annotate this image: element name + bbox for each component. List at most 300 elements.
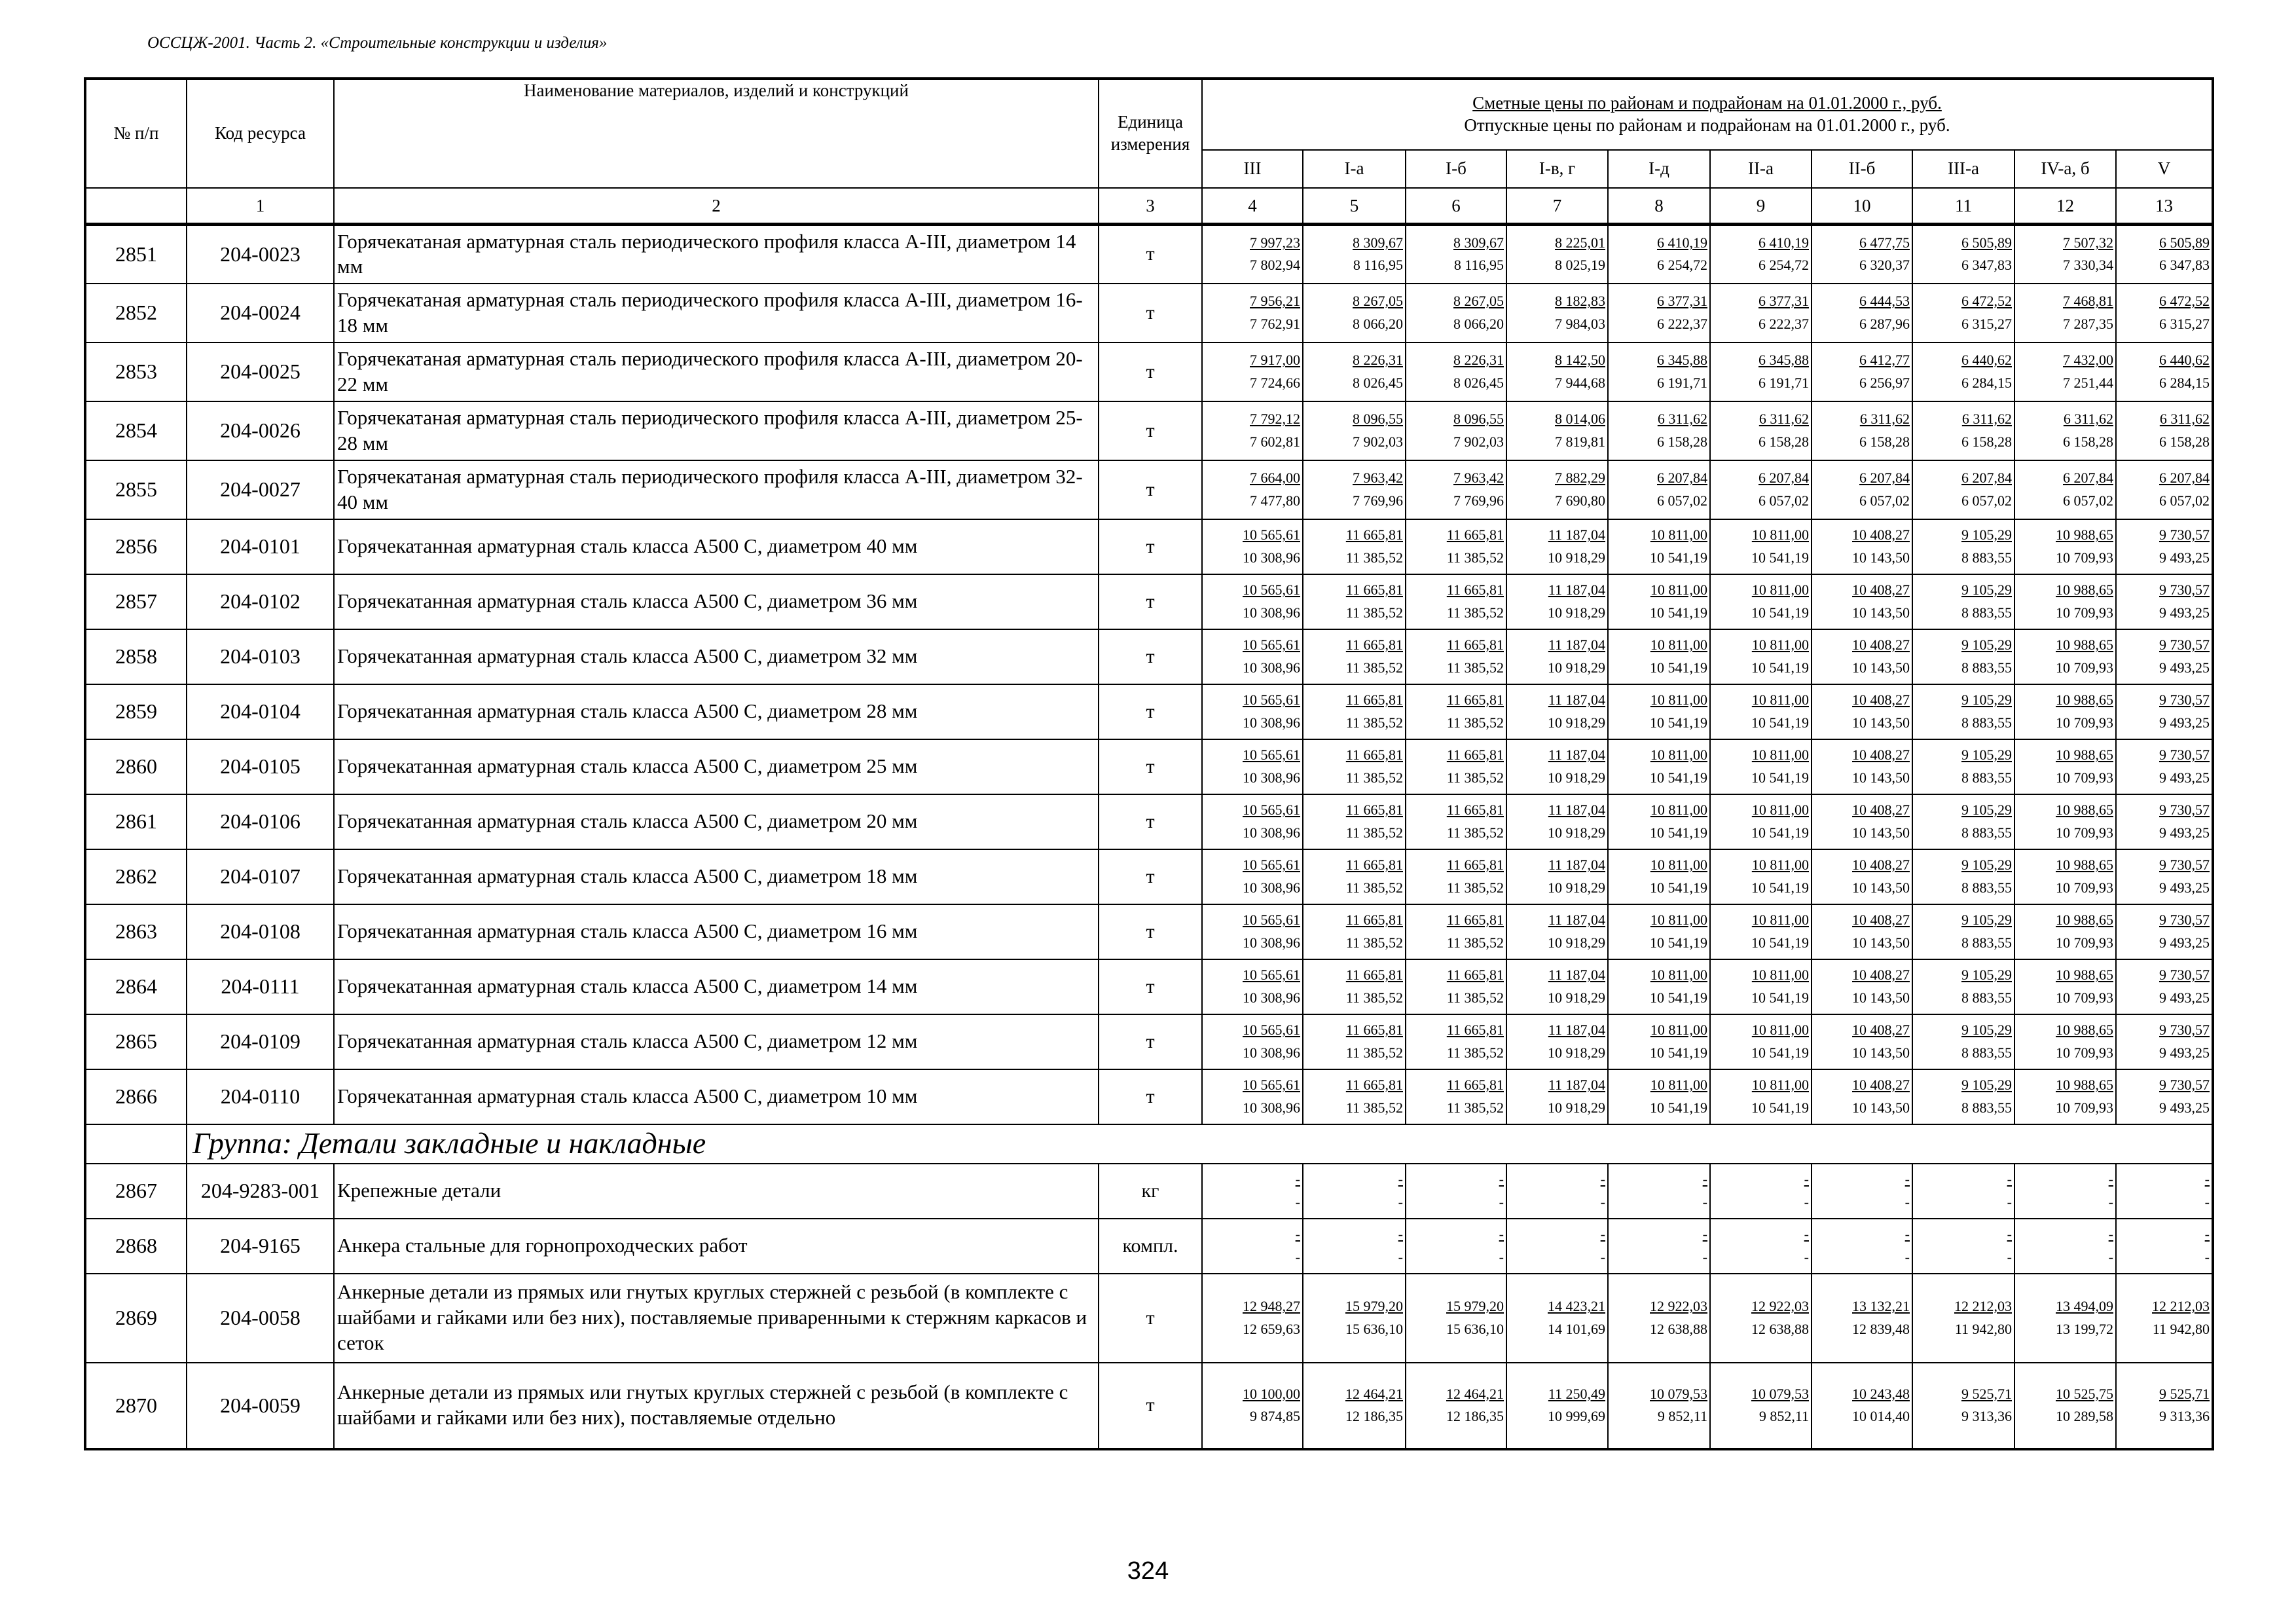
price-cell — [1812, 794, 1912, 849]
estimate-price: 6 311,62 — [1859, 411, 1910, 428]
price-cell — [2014, 1219, 2116, 1274]
price-cell — [1506, 1069, 1608, 1124]
row-number: 2869 — [85, 1274, 187, 1363]
resource-name: Горячекатаная арматурная сталь периодического профиля класса А-III, диаметром 16-18 мм — [334, 284, 1099, 342]
estimate-price: 11 665,81 — [1446, 637, 1504, 654]
resource-name: Горячекатаная арматурная сталь периодического профиля класса А-III, диаметром 32-40 мм — [334, 460, 1099, 519]
release-price: 11 385,52 — [1345, 989, 1403, 1006]
resource-code: 204-0108 — [187, 904, 334, 959]
estimate-price: - — [1702, 1226, 1707, 1243]
estimate-price: 10 408,27 — [1852, 912, 1910, 929]
price-cell — [2014, 1164, 2116, 1219]
estimate-price: 9 730,57 — [2159, 581, 2210, 599]
release-price: 7 769,96 — [1453, 492, 1504, 509]
estimate-price: 10 811,00 — [1650, 747, 1707, 764]
release-price: 9 493,25 — [2159, 604, 2210, 621]
estimate-price: 8 096,55 — [1353, 411, 1403, 428]
price-cell — [1506, 225, 1608, 284]
price-cell — [1812, 225, 1912, 284]
price-cell — [1506, 574, 1608, 629]
estimate-price: 11 187,04 — [1548, 802, 1605, 819]
price-cell — [1406, 1069, 1506, 1124]
resource-name: Анкера стальные для горнопроходческих работ — [334, 1219, 1099, 1274]
price-cell — [2014, 1363, 2116, 1449]
price-cell — [1710, 959, 1812, 1014]
release-price: 6 347,83 — [1961, 257, 2012, 274]
estimate-price: 10 811,00 — [1650, 967, 1707, 984]
release-price: - — [1600, 1193, 1605, 1210]
price-cell — [1506, 401, 1608, 460]
estimate-price: 9 730,57 — [2159, 1077, 2210, 1094]
price-cell — [1710, 1164, 1812, 1219]
index-cell-blank — [85, 188, 187, 225]
release-price: - — [1804, 1193, 1809, 1210]
release-price: 6 254,72 — [1657, 257, 1707, 274]
release-price: 15 636,10 — [1345, 1320, 1403, 1337]
price-cell — [1812, 574, 1912, 629]
estimate-price: - — [2108, 1171, 2113, 1188]
estimate-price: 10 408,27 — [1852, 526, 1910, 544]
row-number: 2858 — [85, 629, 187, 684]
release-price: 10 918,29 — [1548, 659, 1605, 676]
unit-of-measure: т — [1099, 460, 1202, 519]
estimate-price: 9 730,57 — [2159, 747, 2210, 764]
price-cell — [1406, 629, 1506, 684]
price-cell — [1710, 342, 1812, 401]
resource-code: 204-0023 — [187, 225, 334, 284]
release-price: 6 057,02 — [1657, 492, 1707, 509]
price-cell — [1303, 1014, 1406, 1069]
price-cell — [1912, 519, 2014, 574]
release-price: 14 101,69 — [1548, 1320, 1605, 1337]
release-price: 11 385,52 — [1345, 769, 1403, 786]
release-price: 10 308,96 — [1243, 879, 1300, 896]
estimate-price: 11 665,81 — [1345, 967, 1403, 984]
price-cell — [2014, 684, 2116, 739]
estimate-price: 10 525,75 — [2056, 1385, 2113, 1402]
price-cell — [1406, 904, 1506, 959]
release-price: 10 918,29 — [1548, 604, 1605, 621]
table-row — [85, 574, 2213, 629]
price-cell — [1812, 959, 1912, 1014]
price-cell — [1912, 739, 2014, 794]
price-cell — [1506, 794, 1608, 849]
index-cell: 11 — [1912, 188, 2014, 225]
estimate-price: 10 988,65 — [2056, 692, 2113, 709]
release-price: 7 802,94 — [1250, 257, 1300, 274]
region-header: I-б — [1406, 150, 1506, 188]
price-cell — [1710, 1363, 1812, 1449]
price-cell — [1710, 574, 1812, 629]
estimate-price: 6 410,19 — [1758, 234, 1809, 251]
price-cell — [1406, 849, 1506, 904]
release-price: 8 883,55 — [1961, 1099, 2012, 1116]
unit-of-measure: т — [1099, 225, 1202, 284]
price-cell — [2014, 1069, 2116, 1124]
price-cell — [1812, 460, 1912, 519]
release-price: - — [1398, 1193, 1403, 1210]
price-cell — [1303, 739, 1406, 794]
resource-name: Горячекатанная арматурная сталь класса А500 С, диаметром 32 мм — [334, 629, 1099, 684]
release-price: 10 541,19 — [1650, 989, 1707, 1006]
price-cell — [1406, 574, 1506, 629]
estimate-price: 6 412,77 — [1859, 352, 1910, 369]
estimate-price: 10 408,27 — [1852, 1022, 1910, 1039]
estimate-price: - — [1702, 1171, 1707, 1188]
price-cell — [1812, 519, 1912, 574]
estimate-price: 13 132,21 — [1852, 1298, 1910, 1315]
estimate-price: 8 309,67 — [1353, 234, 1403, 251]
release-price: 8 883,55 — [1961, 934, 2012, 951]
resource-name: Горячекатанная арматурная сталь класса А500 С, диаметром 12 мм — [334, 1014, 1099, 1069]
estimate-price: - — [1600, 1226, 1605, 1243]
estimate-price: 10 565,61 — [1243, 1077, 1300, 1094]
price-cell — [1303, 574, 1406, 629]
resource-name: Горячекатаная арматурная сталь периодического профиля класса А-III, диаметром 20-22 мм — [334, 342, 1099, 401]
unit-of-measure: т — [1099, 684, 1202, 739]
release-price: 6 057,02 — [1859, 492, 1910, 509]
index-cell: 8 — [1608, 188, 1710, 225]
price-cell — [1202, 1014, 1303, 1069]
index-cell: 6 — [1406, 188, 1506, 225]
release-price: 6 191,71 — [1758, 374, 1809, 391]
price-cell — [1506, 284, 1608, 342]
estimate-price: 9 730,57 — [2159, 637, 2210, 654]
release-price: 10 308,96 — [1243, 824, 1300, 841]
estimate-price: 10 408,27 — [1852, 637, 1910, 654]
price-cell — [1710, 1069, 1812, 1124]
release-price: 10 541,19 — [1650, 549, 1707, 566]
estimate-price: 10 988,65 — [2056, 526, 2113, 544]
price-cell — [1710, 1014, 1812, 1069]
release-price: 10 918,29 — [1548, 989, 1605, 1006]
release-price: 11 385,52 — [1345, 549, 1403, 566]
estimate-price: 11 665,81 — [1345, 1022, 1403, 1039]
price-cell — [1608, 629, 1710, 684]
row-number: 2851 — [85, 225, 187, 284]
release-price: 8 883,55 — [1961, 549, 2012, 566]
estimate-price: 10 988,65 — [2056, 802, 2113, 819]
price-cell — [1202, 519, 1303, 574]
estimate-price: 7 917,00 — [1250, 352, 1300, 369]
index-cell: 4 — [1202, 188, 1303, 225]
release-price: 12 186,35 — [1345, 1408, 1403, 1424]
estimate-price: 10 811,00 — [1650, 802, 1707, 819]
release-price: 10 541,19 — [1751, 604, 1809, 621]
estimate-price: 10 408,27 — [1852, 747, 1910, 764]
price-cell — [1406, 794, 1506, 849]
index-cell: 7 — [1506, 188, 1608, 225]
price-cell — [1406, 959, 1506, 1014]
release-price: 6 287,96 — [1859, 315, 1910, 332]
price-cell — [1710, 401, 1812, 460]
price-cell — [1202, 1274, 1303, 1363]
release-price: 11 385,52 — [1345, 714, 1403, 731]
release-price: 10 308,96 — [1243, 934, 1300, 951]
release-price: 10 918,29 — [1548, 714, 1605, 731]
price-cell — [1608, 739, 1710, 794]
price-cell — [1608, 849, 1710, 904]
release-price: 11 385,52 — [1446, 769, 1504, 786]
estimate-price: 6 477,75 — [1859, 234, 1910, 251]
price-cell — [1912, 225, 2014, 284]
release-price: 6 057,02 — [1961, 492, 2012, 509]
price-cell — [1303, 1363, 1406, 1449]
release-price: 6 222,37 — [1657, 315, 1707, 332]
estimate-price: 10 811,00 — [1751, 581, 1809, 599]
estimate-price: 10 988,65 — [2056, 967, 2113, 984]
estimate-price: 12 212,03 — [2152, 1298, 2210, 1315]
release-price: 9 313,36 — [2159, 1408, 2210, 1424]
release-price: 10 143,50 — [1852, 989, 1910, 1006]
release-price: 8 883,55 — [1961, 714, 2012, 731]
row-number: 2866 — [85, 1069, 187, 1124]
estimate-price: 8 267,05 — [1453, 293, 1504, 310]
resource-code: 204-0110 — [187, 1069, 334, 1124]
release-price: 12 638,88 — [1650, 1320, 1707, 1337]
release-price: 6 256,97 — [1859, 374, 1910, 391]
release-price: 6 320,37 — [1859, 257, 1910, 274]
release-price: 10 541,19 — [1650, 604, 1707, 621]
price-cell — [1202, 904, 1303, 959]
estimate-price: 15 979,20 — [1345, 1298, 1403, 1315]
release-price: 9 313,36 — [1961, 1408, 2012, 1424]
release-price: 7 769,96 — [1353, 492, 1403, 509]
release-price: 10 709,93 — [2056, 934, 2113, 951]
release-price: 10 143,50 — [1852, 714, 1910, 731]
price-cell — [2116, 739, 2213, 794]
release-price: 7 724,66 — [1250, 374, 1300, 391]
release-price: 8 883,55 — [1961, 769, 2012, 786]
resource-code: 204-0024 — [187, 284, 334, 342]
release-price: 8 883,55 — [1961, 1044, 2012, 1061]
unit-of-measure: т — [1099, 574, 1202, 629]
estimate-price: 6 472,52 — [1961, 293, 2012, 310]
unit-of-measure: т — [1099, 342, 1202, 401]
release-price: 6 057,02 — [2159, 492, 2210, 509]
table-row — [85, 959, 2213, 1014]
estimate-price: 9 105,29 — [1961, 1022, 2012, 1039]
price-cell — [2116, 1274, 2213, 1363]
estimate-price: 6 207,84 — [2159, 470, 2210, 487]
price-cell — [2116, 1069, 2213, 1124]
prices-caption-release: Отпускные цены по районам и подрайонам на 01.01.2000 г., руб. — [1464, 115, 1950, 135]
table-row — [85, 1363, 2213, 1449]
resource-name: Горячекатанная арматурная сталь класса А500 С, диаметром 36 мм — [334, 574, 1099, 629]
table-row — [85, 904, 2213, 959]
price-cell — [1710, 629, 1812, 684]
release-price: 8 025,19 — [1555, 257, 1605, 274]
estimate-price: 11 665,81 — [1345, 912, 1403, 929]
estimate-price: 11 187,04 — [1548, 637, 1605, 654]
release-price: 10 709,93 — [2056, 1099, 2113, 1116]
estimate-price: 11 665,81 — [1345, 1077, 1403, 1094]
release-price: 8 883,55 — [1961, 879, 2012, 896]
estimate-price: 10 565,61 — [1243, 692, 1300, 709]
release-price: 10 541,19 — [1650, 824, 1707, 841]
release-price: 9 493,25 — [2159, 549, 2210, 566]
price-cell — [1608, 904, 1710, 959]
release-price: 11 385,52 — [1446, 824, 1504, 841]
release-price: 6 315,27 — [1961, 315, 2012, 332]
release-price: - — [1295, 1248, 1300, 1265]
release-price: - — [1702, 1248, 1707, 1265]
price-cell — [1202, 794, 1303, 849]
estimate-price: 6 311,62 — [1758, 411, 1809, 428]
price-cell — [1608, 1363, 1710, 1449]
price-cell — [1506, 1219, 1608, 1274]
estimate-price: 6 440,62 — [2159, 352, 2210, 369]
price-cell — [1303, 401, 1406, 460]
release-price: 6 347,83 — [2159, 257, 2210, 274]
estimate-price: 11 665,81 — [1446, 967, 1504, 984]
release-price: 11 385,52 — [1446, 879, 1504, 896]
release-price: 7 762,91 — [1250, 315, 1300, 332]
price-cell — [1303, 225, 1406, 284]
estimate-price: 10 988,65 — [2056, 747, 2113, 764]
estimate-price: 10 811,00 — [1751, 1022, 1809, 1039]
release-price: 9 493,25 — [2159, 879, 2210, 896]
estimate-price: 11 665,81 — [1345, 802, 1403, 819]
estimate-price: 9 105,29 — [1961, 912, 2012, 929]
estimate-price: 11 665,81 — [1345, 526, 1403, 544]
price-cell — [1303, 849, 1406, 904]
release-price: 10 143,50 — [1852, 934, 1910, 951]
estimate-price: 10 988,65 — [2056, 857, 2113, 874]
resource-code: 204-0102 — [187, 574, 334, 629]
region-header: III-а — [1912, 150, 2014, 188]
column-index-row — [85, 188, 2213, 225]
price-cell — [1912, 574, 2014, 629]
price-cell — [1912, 401, 2014, 460]
price-cell — [1303, 959, 1406, 1014]
release-price: 10 541,19 — [1650, 769, 1707, 786]
estimate-price: 10 988,65 — [2056, 637, 2113, 654]
estimate-price: 9 730,57 — [2159, 526, 2210, 544]
estimate-price: 14 423,21 — [1548, 1298, 1605, 1315]
estimate-price: 11 665,81 — [1446, 526, 1504, 544]
region-header: I-а — [1303, 150, 1406, 188]
estimate-price: 11 187,04 — [1548, 526, 1605, 544]
release-price: 13 199,72 — [2056, 1320, 2113, 1337]
release-price: 11 385,52 — [1446, 714, 1504, 731]
price-cell — [2014, 1274, 2116, 1363]
estimate-price: 8 226,31 — [1353, 352, 1403, 369]
release-price: 10 709,93 — [2056, 1044, 2113, 1061]
price-cell — [1506, 1363, 1608, 1449]
release-price: 7 902,03 — [1453, 433, 1504, 450]
row-number: 2857 — [85, 574, 187, 629]
release-price: 8 066,20 — [1453, 315, 1504, 332]
release-price: 10 541,19 — [1751, 549, 1809, 566]
release-price: - — [1499, 1193, 1504, 1210]
estimate-price: - — [1600, 1171, 1605, 1188]
resource-code: 204-0111 — [187, 959, 334, 1014]
price-cell — [2014, 904, 2116, 959]
estimate-price: 10 079,53 — [1650, 1385, 1707, 1402]
price-cell — [2116, 519, 2213, 574]
row-number: 2865 — [85, 1014, 187, 1069]
estimate-price: - — [1804, 1226, 1809, 1243]
resource-name: Горячекатанная арматурная сталь класса А500 С, диаметром 20 мм — [334, 794, 1099, 849]
price-cell — [1912, 1069, 2014, 1124]
release-price: - — [1702, 1193, 1707, 1210]
estimate-price: 10 565,61 — [1243, 802, 1300, 819]
unit-of-measure: т — [1099, 1014, 1202, 1069]
estimate-price: 11 187,04 — [1548, 747, 1605, 764]
estimate-price: 12 922,03 — [1751, 1298, 1809, 1315]
price-cell — [2116, 1014, 2213, 1069]
price-cell — [1202, 225, 1303, 284]
release-price: 11 385,52 — [1345, 604, 1403, 621]
price-cell — [2116, 1219, 2213, 1274]
release-price: 11 385,52 — [1446, 1099, 1504, 1116]
estimate-price: 9 105,29 — [1961, 1077, 2012, 1094]
price-cell — [1710, 1274, 1812, 1363]
release-price: 10 143,50 — [1852, 659, 1910, 676]
price-cell — [2116, 1363, 2213, 1449]
price-cell — [1202, 1363, 1303, 1449]
release-price: 10 541,19 — [1650, 1044, 1707, 1061]
release-price: 10 918,29 — [1548, 549, 1605, 566]
estimate-price: 10 408,27 — [1852, 857, 1910, 874]
estimate-price: 9 730,57 — [2159, 802, 2210, 819]
page-number: 324 — [1127, 1557, 1169, 1585]
estimate-price: 6 311,62 — [2063, 411, 2113, 428]
unit-of-measure: т — [1099, 284, 1202, 342]
price-cell — [1608, 342, 1710, 401]
estimate-price: 10 408,27 — [1852, 1077, 1910, 1094]
release-price: 7 902,03 — [1353, 433, 1403, 450]
estimate-price: 11 665,81 — [1446, 912, 1504, 929]
price-cell — [1406, 1164, 1506, 1219]
price-cell — [1608, 1274, 1710, 1363]
release-price: 12 186,35 — [1446, 1408, 1504, 1424]
estimate-price: - — [1398, 1171, 1403, 1188]
release-price: 11 385,52 — [1345, 659, 1403, 676]
release-price: - — [2007, 1248, 2012, 1265]
price-cell — [1506, 959, 1608, 1014]
price-cell — [1608, 401, 1710, 460]
price-cell — [1912, 1164, 2014, 1219]
price-cell — [2116, 629, 2213, 684]
release-price: 9 493,25 — [2159, 1044, 2210, 1061]
price-cell — [2014, 794, 2116, 849]
release-price: 10 143,50 — [1852, 1099, 1910, 1116]
row-number: 2868 — [85, 1219, 187, 1274]
table-row — [85, 284, 2213, 342]
price-cell — [1812, 684, 1912, 739]
release-price: 8 066,20 — [1353, 315, 1403, 332]
price-cell — [1406, 1363, 1506, 1449]
table-row — [85, 460, 2213, 519]
index-cell: 13 — [2116, 188, 2213, 225]
estimate-price: 10 811,00 — [1650, 1022, 1707, 1039]
resource-name: Горячекатанная арматурная сталь класса А500 С, диаметром 16 мм — [334, 904, 1099, 959]
price-cell — [1812, 1069, 1912, 1124]
col-header-unit: Единица измерения — [1099, 79, 1202, 188]
release-price: 10 918,29 — [1548, 879, 1605, 896]
release-price: 11 385,52 — [1345, 879, 1403, 896]
table-row — [85, 519, 2213, 574]
index-cell: 9 — [1710, 188, 1812, 225]
resource-code: 204-0025 — [187, 342, 334, 401]
release-price: - — [2204, 1248, 2210, 1265]
estimate-price: 10 565,61 — [1243, 857, 1300, 874]
estimate-price: 9 105,29 — [1961, 581, 2012, 599]
estimate-price: 10 811,00 — [1650, 526, 1707, 544]
release-price: 8 883,55 — [1961, 604, 2012, 621]
